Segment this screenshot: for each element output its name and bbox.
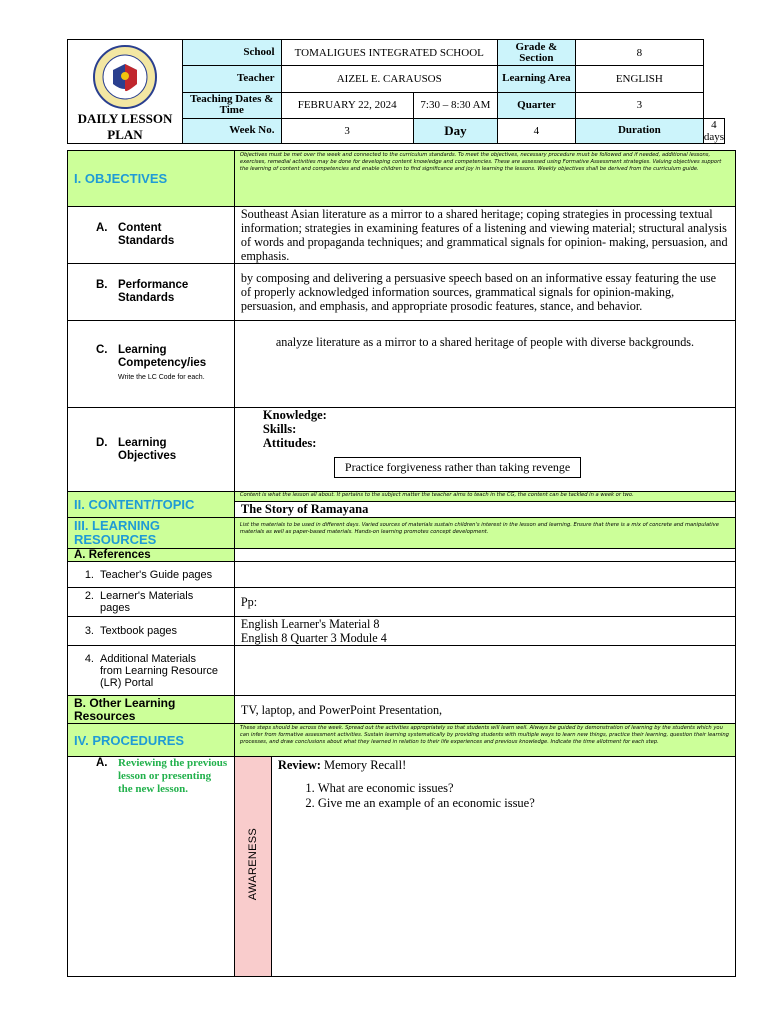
performance-standards-text: by composing and delivering a persuasive speech based on an informative essay featuring the use of properly acknowledged information sources, grammatical signals for opinion-making, persuasion, and emphasis, and appropriate prosodic features, stance, and behavior.	[234, 264, 735, 321]
objectives-note: Objectives must be met over the week and connected to the curriculum standards. To meet the objectives, necessary procedure must be followed and if needed, additional lessons, exercises, remedial activities may be done for developing content knowledge and competencies. These are assessed using Formative Assessment strategies. Valuing objectives support the learning of content and competencies and enable children to find significance and joy in learning the lessons. Weekly objectives shall be derived from the curriculum guide.	[234, 151, 735, 207]
day-value: 4	[497, 118, 575, 143]
ref-item-3	[68, 617, 235, 646]
ref-item-2	[68, 588, 235, 617]
knowledge-label: Knowledge:	[262, 408, 327, 422]
date-value: FEBRUARY 22, 2024	[281, 92, 413, 118]
ref-num-3: 3.	[84, 625, 94, 637]
competency-label: Learning Competency/ies	[118, 344, 207, 369]
resources-title: III. LEARNING RESOURCES	[68, 518, 235, 549]
ref-value-2: Pp:	[234, 588, 735, 617]
time-value: 7:30 – 8:30 AM	[413, 92, 497, 118]
ref-label-1: Teacher's Guide pages	[100, 568, 213, 581]
ref-num-1: 1.	[84, 568, 94, 581]
duration-label: Duration	[575, 118, 703, 143]
learning-objectives-cell	[234, 408, 735, 492]
ref-item-4	[68, 646, 235, 696]
other-resources-label: B. Other Learning Resources	[68, 696, 235, 724]
performance-label: Performance Standards	[118, 279, 189, 304]
grade-label: Grade & Section	[497, 40, 575, 66]
content-title: II. CONTENT/TOPIC	[68, 492, 235, 518]
school-label: School	[182, 40, 281, 66]
objectives-letter: D.	[96, 436, 108, 449]
ref-label-2: Learner's Materials pages	[100, 590, 194, 614]
procedures-title: IV. PROCEDURES	[68, 724, 235, 757]
content-standards-text: Southeast Asian literature as a mirror to a shared heritage; coping strategies in processing textual information; strategies in examining features of a listening and viewing material; structural analysis of words and propaganda techniques; and grammatical signals for opinion- making, persuasion, and emphasis.	[234, 207, 735, 264]
textbook-line1: English Learner's Material 8	[240, 617, 380, 631]
header-table	[67, 39, 725, 144]
grade-value: 8	[575, 40, 703, 66]
content-standards-label	[68, 207, 235, 264]
skills-label: Skills:	[262, 422, 297, 436]
teacher-value: AIZEL E. CARAUSOS	[281, 66, 497, 92]
ref-num-2: 2.	[84, 590, 94, 602]
ref-value-1	[234, 562, 735, 588]
competency-text: analyze literature as a mirror to a shared heritage of people with diverse backgrounds.	[234, 321, 735, 408]
ref-item-1	[68, 562, 235, 588]
competency-sub: Write the LC Code for each.	[118, 374, 205, 381]
other-resources-value: TV, laptop, and PowerPoint Presentation,	[234, 696, 735, 724]
content-label: Content Standards	[118, 222, 175, 247]
doc-title-line2: PLAN	[107, 127, 143, 142]
day-label: Day	[413, 118, 497, 143]
procedure-a-cell	[68, 757, 235, 977]
performance-letter: B.	[96, 279, 108, 291]
quarter-label: Quarter	[497, 92, 575, 118]
competency-letter: C.	[96, 344, 108, 356]
ref-label-3: Textbook pages	[100, 625, 178, 637]
dates-label: Teaching Dates & Time	[182, 92, 281, 118]
week-value: 3	[281, 118, 413, 143]
references-empty	[234, 549, 735, 562]
content-note: Content is what the lesson all about. It pertains to the subject matter the teacher aims to teach in the CG, the content can be tackled in a week or two.	[234, 492, 735, 502]
attitude-box: Practice forgiveness rather than taking revenge	[334, 457, 581, 478]
resources-note: List the materials to be used in different days. Varied sources of materials sustain children's interest in the lesson and learning. Ensure that there is a mix of concrete and manipulative materials as well as paper-based materials. Hands-on learning promotes concept development.	[234, 518, 735, 549]
logo-cell	[68, 40, 183, 144]
doc-title-line1: DAILY LESSON	[77, 111, 173, 126]
phase-column	[234, 757, 271, 977]
review-label: Review:	[277, 758, 321, 772]
question-item: 2. Give me an example of an economic issue?	[318, 796, 729, 811]
week-label: Week No.	[182, 118, 281, 143]
attitudes-label: Attitudes:	[262, 436, 317, 450]
quarter-value: 3	[575, 92, 703, 118]
learning-objectives-label-cell	[68, 408, 235, 492]
school-value: TOMALIGUES INTEGRATED SCHOOL	[281, 40, 497, 66]
teacher-label: Teacher	[182, 66, 281, 92]
procedure-a-label: Reviewing the previous lesson or presenting the new lesson.	[118, 757, 228, 795]
topic-text: The Story of Ramayana	[234, 502, 735, 518]
review-title: Memory Recall!	[320, 758, 407, 772]
phase-label: AWARENESS	[246, 827, 259, 901]
area-label: Learning Area	[497, 66, 575, 92]
content-letter: A.	[96, 222, 108, 234]
procedure-a-letter: A.	[96, 757, 108, 769]
ref-value-3	[234, 617, 735, 646]
references-label: A. References	[68, 549, 235, 562]
duration-value: 4 days	[703, 118, 724, 143]
performance-standards-label	[68, 264, 235, 321]
lesson-plan-table	[67, 150, 736, 977]
ref-value-4	[234, 646, 735, 696]
question-item: 1. What are economic issues?	[318, 781, 729, 796]
competency-label-cell	[68, 321, 235, 408]
ref-num-4: 4.	[84, 652, 94, 665]
area-value: ENGLISH	[575, 66, 703, 92]
review-questions	[278, 781, 729, 811]
textbook-line2: English 8 Quarter 3 Module 4	[240, 631, 387, 645]
objectives-title: I. OBJECTIVES	[68, 151, 235, 207]
deped-seal-icon	[92, 44, 158, 110]
procedures-note: These steps should be across the week. Spread out the activities appropriately so that students will learn well. Always be guided by demonstration of learning by the students which you can infer from formative assessment activities. Sustain learning systematically by providing students with multiple ways to learn new things, practice their learning, question their learning processes, and draw conclusions about what they learned in relation to their life experiences and previous knowledge. Indicate the time allotment for each step.	[234, 724, 735, 757]
objectives-label: Learning Objectives	[118, 436, 177, 462]
ref-label-4: Additional Materials from Learning Resource (LR) Portal	[100, 652, 219, 689]
review-cell	[271, 757, 735, 977]
